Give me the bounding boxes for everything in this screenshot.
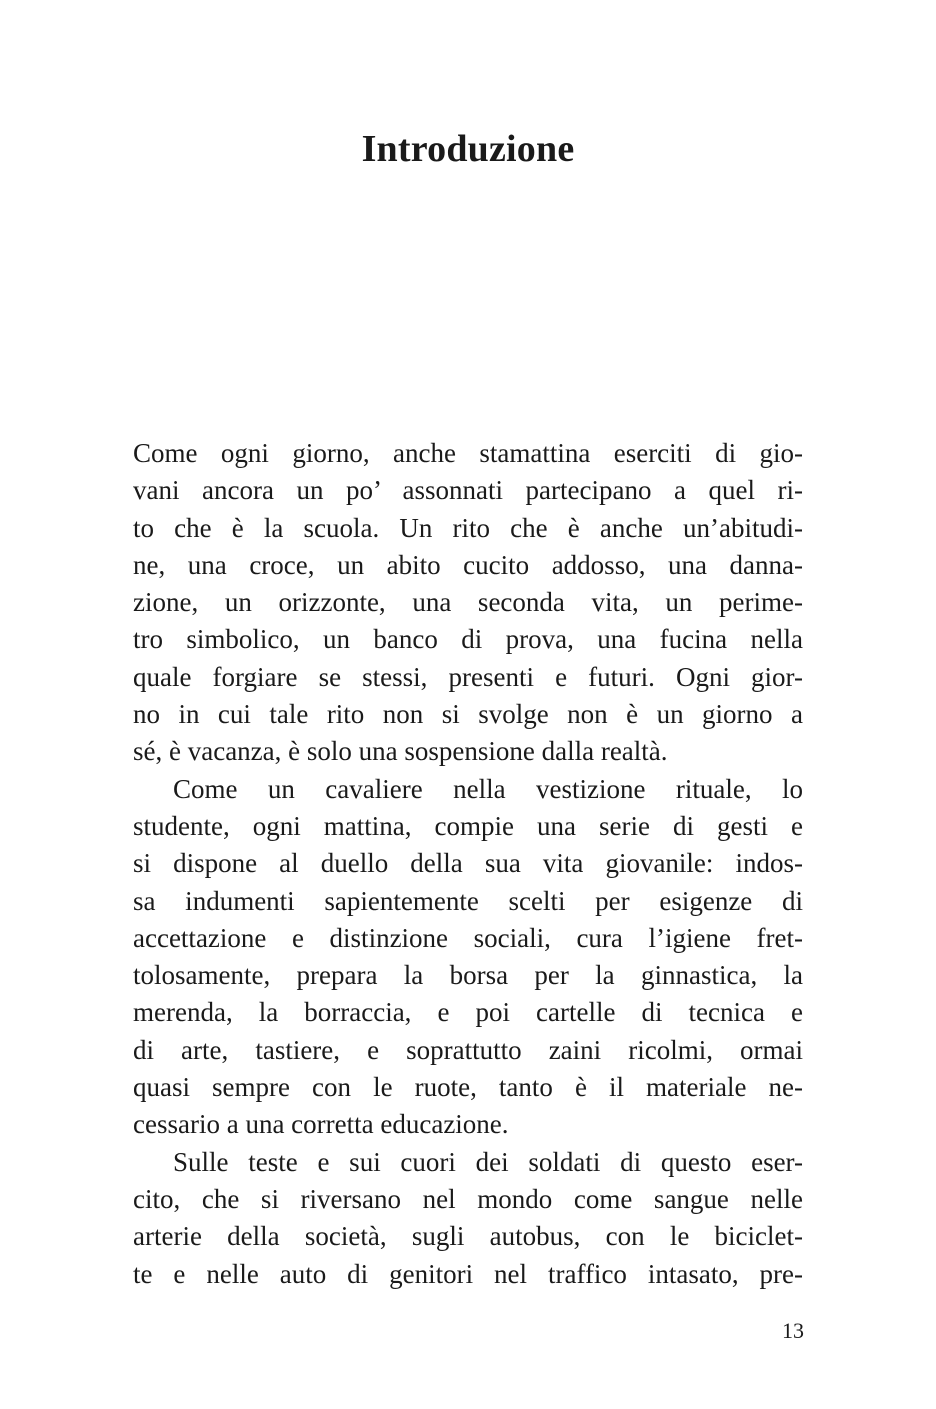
text-line: arterie della società, sugli autobus, con le biciclet- [133,1221,803,1252]
text-line: no in cui tale rito non si svolge non è un giorno a [133,699,803,730]
text-line: sé, è vacanza, è solo una sospensione dalla realtà. [133,736,668,767]
text-line: quasi sempre con le ruote, tanto è il materiale ne- [133,1072,803,1103]
text-line: di arte, tastiere, e soprattutto zaini ricolmi, ormai [133,1034,803,1065]
text-line: merenda, la borraccia, e poi cartelle di tecnica e [133,997,803,1028]
text-line: to che è la scuola. Un rito che è anche un’abitudi- [133,512,803,543]
paragraph [133,1144,803,1293]
text-line: accettazione e distinzione sociali, cura l’igiene fret- [133,922,803,953]
text-line: tolosamente, prepara la borsa per la ginnastica, la [133,960,803,991]
text-line: zione, un orizzonte, una seconda vita, un perime- [133,587,803,618]
text-line: vani ancora un po’ assonnati partecipano a quel ri- [133,475,803,506]
text-line: si dispone al duello della sua vita giovanile: indos- [133,848,803,879]
text-line: te e nelle auto di genitori nel traffico intasato, pre- [133,1258,803,1289]
text-line: cito, che si riversano nel mondo come sangue nelle [133,1183,803,1214]
text-line: Come ogni giorno, anche stamattina eserciti di gio- [133,438,803,468]
page-number: 13 [782,1318,804,1343]
text-line: Sulle teste e sui cuori dei soldati di questo eser- [173,1146,803,1177]
text-line: studente, ogni mattina, compie una serie di gesti e [133,810,803,841]
text-line: ne, una croce, un abito cucito addosso, una danna- [133,549,803,580]
text-line: sa indumenti sapientemente scelti per esigenze di [133,885,803,916]
text-line: tro simbolico, un banco di prova, una fucina nella [133,624,803,655]
text-line: Come un cavaliere nella vestizione rituale, lo [173,773,803,804]
text-line: quale forgiare se stessi, presenti e futuri. Ogni gior- [133,661,803,692]
body-text [133,435,803,1293]
paragraph [133,435,803,771]
paragraph [133,771,803,1144]
text-line: cessario a una corretta educazione. [133,1109,509,1140]
chapter-title: Introduzione [361,128,575,170]
